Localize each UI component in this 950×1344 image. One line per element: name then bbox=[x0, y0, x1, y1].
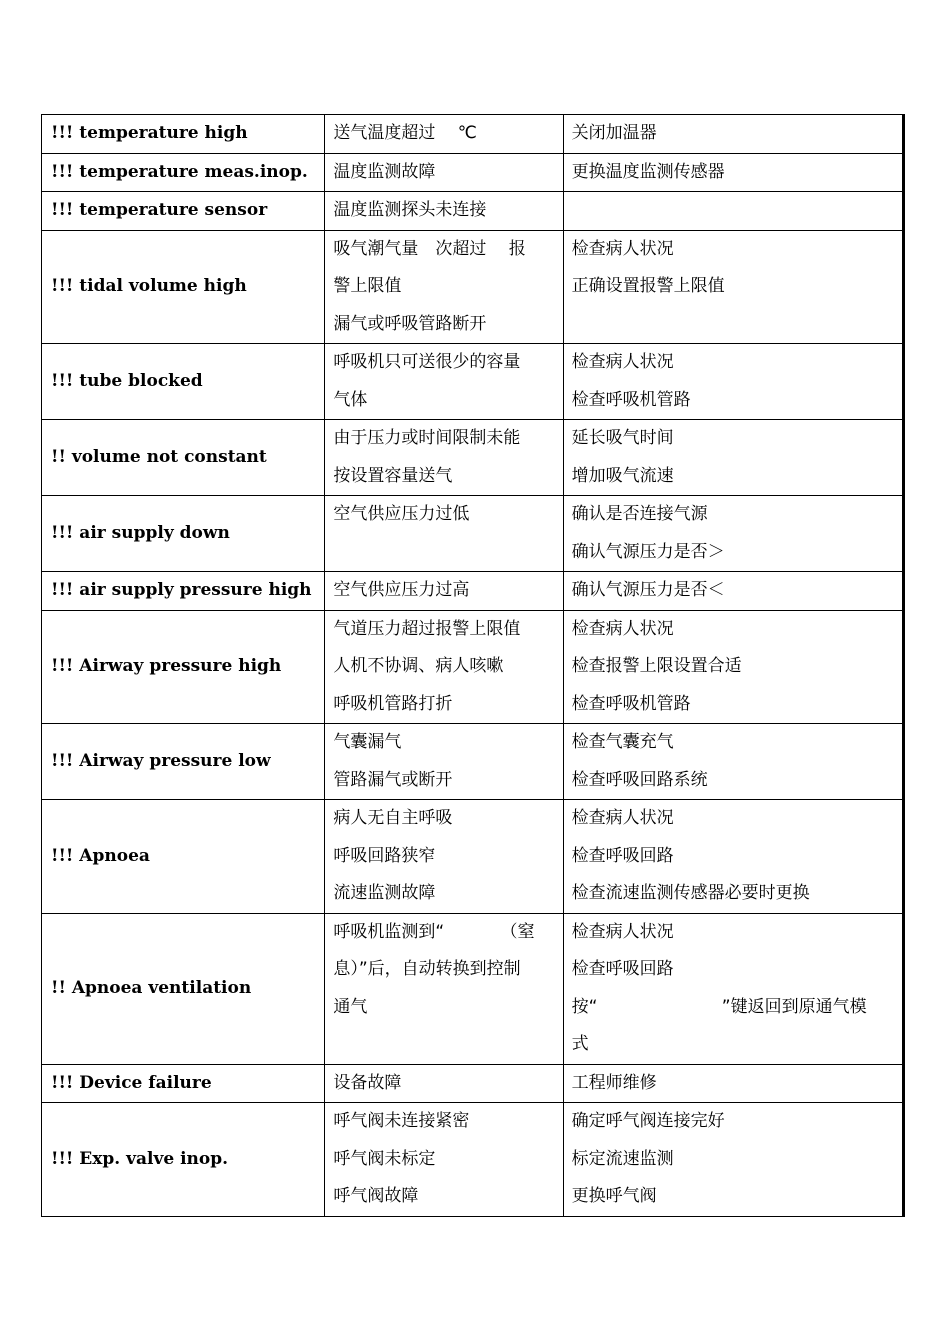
action-line: 检查气囊充气 bbox=[571, 732, 674, 752]
action-cell bbox=[563, 913, 903, 1064]
table-row bbox=[42, 572, 904, 611]
action-line: 检查病人状况 bbox=[571, 352, 674, 372]
alarm-message-cell: !!! air supply down bbox=[42, 496, 325, 572]
cause-line: 设备故障 bbox=[333, 1072, 402, 1093]
action-cell bbox=[563, 572, 903, 611]
action-line: 按“ ”键返回到原通气模 bbox=[571, 996, 867, 1017]
action-line: 检查病人状况 bbox=[571, 238, 674, 259]
action-line: 检查病人状况 bbox=[571, 921, 674, 942]
action-cell bbox=[563, 496, 903, 572]
alarm-message-cell: !!! air supply pressure high bbox=[42, 572, 325, 611]
cause-cell bbox=[325, 496, 563, 572]
action-line: 标定流速监测 bbox=[571, 1148, 674, 1169]
action-line: 确认是否连接气源 bbox=[571, 504, 708, 524]
action-line: 检查呼吸机管路 bbox=[571, 389, 691, 410]
cause-line: 温度监测探头未连接 bbox=[333, 200, 487, 220]
alarm-message-cell: !!! Apnoea bbox=[42, 800, 325, 914]
action-line: 更换呼气阀 bbox=[571, 1186, 657, 1206]
table-row bbox=[42, 1103, 904, 1217]
cause-line: 呼吸回路狭窄 bbox=[333, 845, 436, 866]
alarm-message-cell: !! volume not constant bbox=[42, 420, 325, 496]
alarm-message-cell: !!! tidal volume high bbox=[42, 230, 325, 344]
alarm-message-cell: !!! Airway pressure high bbox=[42, 610, 325, 724]
action-line: 确认气源压力是否＜ bbox=[571, 580, 725, 600]
action-line: 式 bbox=[571, 1034, 589, 1054]
table-row bbox=[42, 724, 904, 800]
table-row bbox=[42, 610, 904, 724]
cause-cell bbox=[325, 572, 563, 611]
cause-line: 空气供应压力过高 bbox=[333, 580, 470, 600]
cause-cell bbox=[325, 420, 563, 496]
action-cell bbox=[563, 344, 903, 420]
alarm-message-cell: !!! temperature sensor bbox=[42, 192, 325, 231]
cause-cell bbox=[325, 344, 563, 420]
cause-line: 呼吸机管路打折 bbox=[333, 693, 453, 714]
action-line: 检查呼吸回路系统 bbox=[571, 769, 708, 790]
cause-cell bbox=[325, 230, 563, 344]
cause-cell bbox=[325, 192, 563, 231]
action-cell bbox=[563, 1064, 903, 1103]
alarm-message-cell: !!! temperature meas.inop. bbox=[42, 153, 325, 192]
table-row bbox=[42, 1064, 904, 1103]
action-line: 确认气源压力是否＞ bbox=[571, 541, 725, 562]
alarm-message-cell: !!! Airway pressure low bbox=[42, 724, 325, 800]
cause-line: 空气供应压力过低 bbox=[333, 504, 470, 524]
action-line: 检查流速监测传感器必要时更换 bbox=[571, 883, 810, 903]
cause-cell bbox=[325, 610, 563, 724]
action-line: 增加吸气流速 bbox=[571, 465, 674, 486]
cause-line: 流速监测故障 bbox=[333, 883, 436, 903]
table-row bbox=[42, 800, 904, 914]
cause-line: 人机不协调、病人咳嗽 bbox=[333, 656, 504, 676]
alarm-table bbox=[41, 114, 905, 1217]
cause-line: 漏气或呼吸管路断开 bbox=[333, 313, 487, 334]
action-line: 延长吸气时间 bbox=[571, 428, 674, 448]
action-line: 更换温度监测传感器 bbox=[571, 161, 725, 182]
action-cell bbox=[563, 1103, 903, 1217]
cause-line: 气囊漏气 bbox=[333, 732, 402, 752]
action-cell bbox=[563, 420, 903, 496]
alarm-table-body bbox=[42, 115, 904, 1217]
alarm-message-cell: !!! Device failure bbox=[42, 1064, 325, 1103]
cause-cell bbox=[325, 1064, 563, 1103]
alarm-message-cell: !! Apnoea ventilation bbox=[42, 913, 325, 1064]
action-cell bbox=[563, 230, 903, 344]
table-row bbox=[42, 192, 904, 231]
cause-line: 管路漏气或断开 bbox=[333, 769, 453, 790]
table-row bbox=[42, 913, 904, 1064]
table-row bbox=[42, 496, 904, 572]
action-line: 检查病人状况 bbox=[571, 808, 674, 828]
action-cell bbox=[563, 724, 903, 800]
action-line: 关闭加温器 bbox=[571, 123, 657, 143]
cause-line: 按设置容量送气 bbox=[333, 465, 453, 486]
cause-line: 病人无自主呼吸 bbox=[333, 808, 453, 828]
table-row bbox=[42, 420, 904, 496]
cause-line: 送气温度超过 ℃ bbox=[333, 123, 477, 143]
alarm-message-cell: !!! tube blocked bbox=[42, 344, 325, 420]
cause-line: 呼吸机监测到“ （窒 bbox=[333, 921, 535, 942]
cause-line: 呼气阀故障 bbox=[333, 1186, 419, 1206]
cause-line: 呼气阀未标定 bbox=[333, 1148, 436, 1169]
action-line: 确定呼气阀连接完好 bbox=[571, 1111, 725, 1131]
cause-cell bbox=[325, 800, 563, 914]
alarm-message-cell: !!! Exp. valve inop. bbox=[42, 1103, 325, 1217]
cause-line: 气道压力超过报警上限值 bbox=[333, 618, 521, 639]
cause-line: 息）”后，自动转换到控制 bbox=[333, 959, 521, 979]
action-line: 检查呼吸回路 bbox=[571, 959, 674, 979]
action-cell bbox=[563, 153, 903, 192]
action-line: 正确设置报警上限值 bbox=[571, 276, 725, 296]
cause-line: 通气 bbox=[333, 996, 368, 1017]
cause-cell bbox=[325, 115, 563, 154]
table-row bbox=[42, 230, 904, 344]
cause-cell bbox=[325, 153, 563, 192]
table-row bbox=[42, 153, 904, 192]
action-line: 检查呼吸机管路 bbox=[571, 693, 691, 714]
cause-line: 呼气阀未连接紧密 bbox=[333, 1111, 470, 1131]
alarm-message-cell: !!! temperature high bbox=[42, 115, 325, 154]
action-cell bbox=[563, 192, 903, 231]
action-line: 检查呼吸回路 bbox=[571, 845, 674, 866]
cause-cell bbox=[325, 724, 563, 800]
cause-line: 警上限值 bbox=[333, 276, 402, 296]
action-cell bbox=[563, 800, 903, 914]
action-line: 检查病人状况 bbox=[571, 618, 674, 639]
cause-line: 由于压力或时间限制未能 bbox=[333, 428, 521, 448]
cause-line: 气体 bbox=[333, 389, 368, 410]
cause-line: 吸气潮气量 次超过 报 bbox=[333, 238, 526, 259]
action-cell bbox=[563, 610, 903, 724]
cause-cell bbox=[325, 913, 563, 1064]
table-row bbox=[42, 115, 904, 154]
cause-cell bbox=[325, 1103, 563, 1217]
action-line: 工程师维修 bbox=[571, 1072, 657, 1093]
action-line: 检查报警上限设置合适 bbox=[571, 656, 742, 676]
table-row bbox=[42, 344, 904, 420]
cause-line: 温度监测故障 bbox=[333, 161, 436, 182]
cause-line: 呼吸机只可送很少的容量 bbox=[333, 352, 521, 372]
action-cell bbox=[563, 115, 903, 154]
